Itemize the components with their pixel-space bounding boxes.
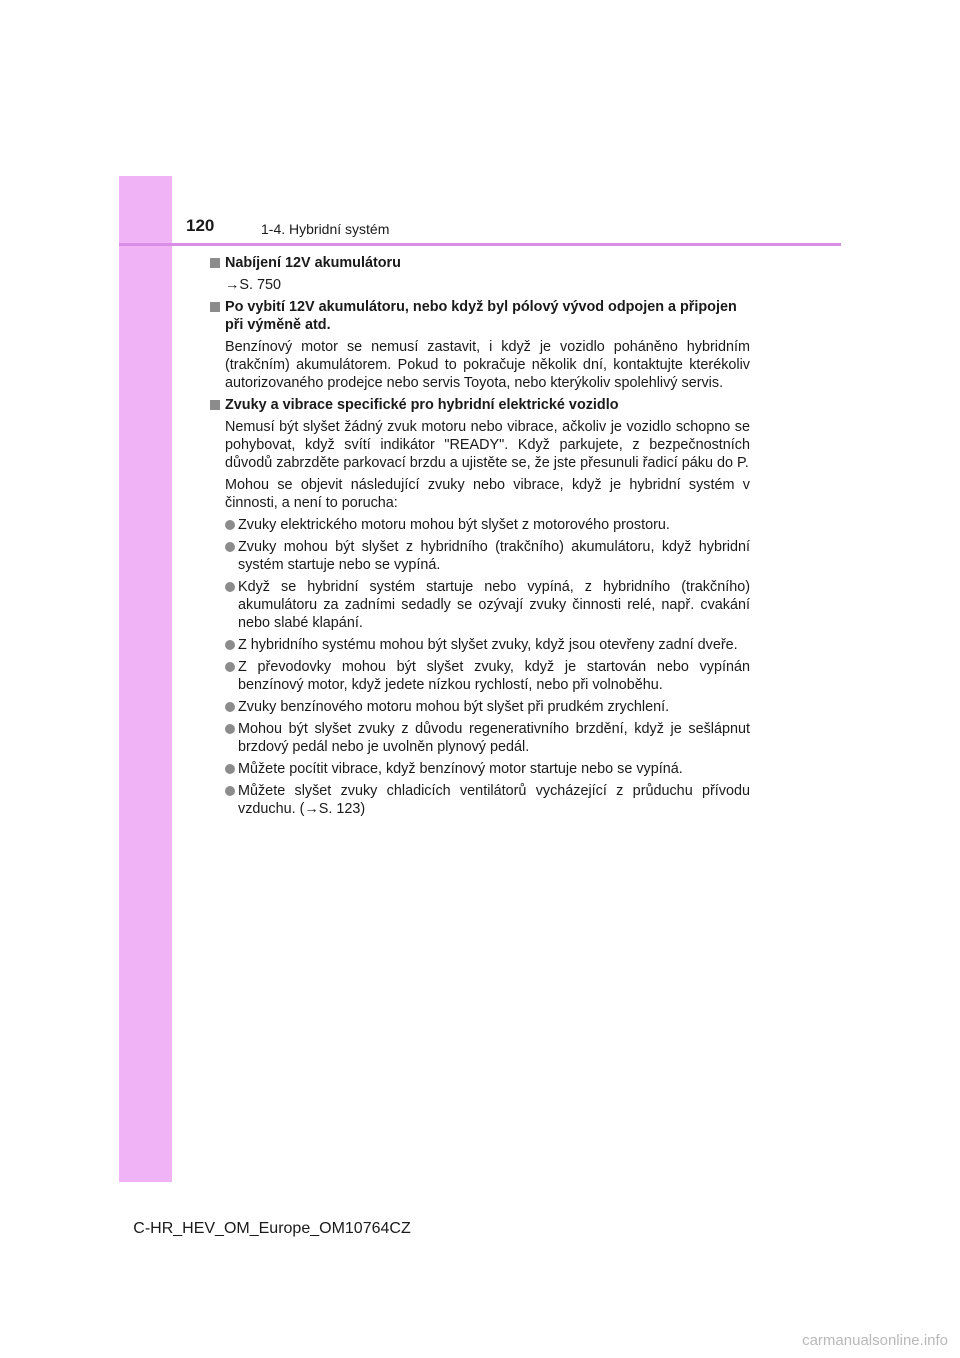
circle-bullet-icon — [225, 582, 235, 592]
circle-bullet-icon — [225, 640, 235, 650]
circle-bullet-icon — [225, 702, 235, 712]
circle-bullet-icon — [225, 786, 235, 796]
circle-bullet-icon — [225, 520, 235, 530]
section-heading: Zvuky a vibrace specifické pro hybridní elektrické vozidlo — [210, 396, 750, 414]
section-heading: Po vybití 12V akumulátoru, nebo když byl pólový vývod odpojen a připojen při výměně atd. — [210, 298, 750, 334]
header-divider — [119, 243, 841, 246]
circle-bullet-icon — [225, 662, 235, 672]
circle-bullet-icon — [225, 764, 235, 774]
page-content — [210, 254, 750, 818]
list-item: Z převodovky mohou být slyšet zvuky, když je startován nebo vypínán benzínový motor, když jedete nízkou rychlostí, nebo při volnoběhu. — [210, 658, 750, 694]
list-item: Můžete slyšet zvuky chladicích ventilátorů vycházející z průduchu přívodu vzduchu. (→S. 123) — [210, 782, 750, 818]
circle-bullet-icon — [225, 724, 235, 734]
page-reference: →S. 750 — [225, 277, 281, 293]
section-heading: Nabíjení 12V akumulátoru — [210, 254, 750, 272]
body-paragraph: Benzínový motor se nemusí zastavit, i když je vozidlo poháněno hybridním (trakčním) akumulátorem. Pokud to pokračuje několik dní, kontaktujte kterékoliv autorizovaného prodejce nebo servis Toyota, nebo kterýkoliv spolehlivý servis. — [225, 339, 750, 391]
list-item: Zvuky benzínového motoru mohou být slyšet při prudkém zrychlení. — [210, 698, 750, 716]
chapter-side-tab — [119, 176, 172, 1182]
list-item: Mohou být slyšet zvuky z důvodu regenerativního brzdění, když je sešlápnut brzdový pedál nebo je uvolněn plynový pedál. — [210, 720, 750, 756]
square-bullet-icon — [210, 258, 220, 268]
list-item: Z hybridního systému mohou být slyšet zvuky, když jsou otevřeny zadní dveře. — [210, 636, 750, 654]
list-item: Když se hybridní systém startuje nebo vypíná, z hybridního (trakčního) akumulátoru za zadními sedadly se ozývají zvuky činnosti relé, např. cvakání nebo slabé klapání. — [210, 578, 750, 632]
list-item: Zvuky elektrického motoru mohou být slyšet z motorového prostoru. — [210, 516, 750, 534]
list-item: Zvuky mohou být slyšet z hybridního (trakčního) akumulátoru, když hybridní systém startuje nebo se vypíná. — [210, 538, 750, 574]
list-item: Můžete pocítit vibrace, když benzínový motor startuje nebo se vypíná. — [210, 760, 750, 778]
square-bullet-icon — [210, 302, 220, 312]
page-number: 120 — [186, 216, 215, 235]
section-title: 1-4. Hybridní systém — [261, 221, 390, 237]
watermark: carmanualsonline.info — [802, 1332, 948, 1349]
body-paragraph: Mohou se objevit následující zvuky nebo vibrace, když je hybridní systém v činnosti, a není to porucha: — [225, 477, 750, 511]
body-paragraph: Nemusí být slyšet žádný zvuk motoru nebo vibrace, ačkoliv je vozidlo schopno se pohybovat, když svítí indikátor "READY". Když parkujete, z bezpečnostních důvodů zabrzděte parkovací brzdu a ujistěte se, že jste přesunuli řadicí páku do P. — [225, 419, 750, 471]
circle-bullet-icon — [225, 542, 235, 552]
square-bullet-icon — [210, 400, 220, 410]
document-code: C-HR_HEV_OM_Europe_OM10764CZ — [133, 1220, 411, 1237]
